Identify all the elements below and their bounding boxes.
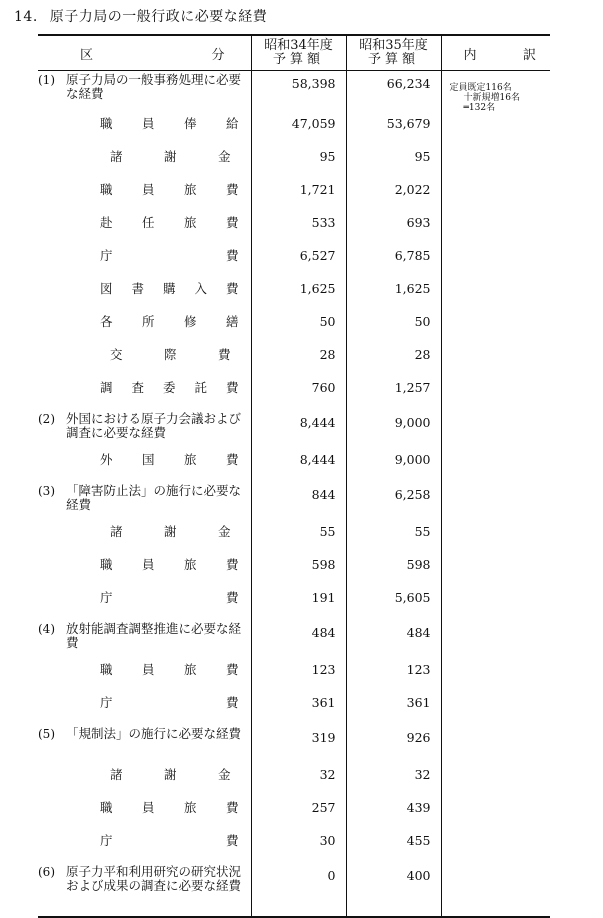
item-label: 庁 費 bbox=[100, 590, 239, 605]
naiyaku-cell bbox=[441, 311, 550, 344]
naiyaku-cell bbox=[441, 725, 550, 764]
value-fy35: 55 bbox=[346, 521, 441, 554]
header-fy35 bbox=[346, 35, 441, 71]
staff-note bbox=[442, 71, 551, 113]
section-row bbox=[38, 620, 550, 659]
row-label-cell bbox=[38, 587, 251, 620]
budget-table bbox=[38, 34, 550, 918]
naiyaku-cell bbox=[441, 377, 550, 410]
item-row bbox=[38, 830, 550, 863]
item-row bbox=[38, 278, 550, 311]
item-label: 諸 謝 金 bbox=[110, 767, 231, 782]
value-fy35: 9,000 bbox=[346, 410, 441, 449]
section-row bbox=[38, 71, 550, 114]
naiyaku-cell bbox=[441, 245, 550, 278]
table-header-row bbox=[38, 35, 550, 71]
section-row bbox=[38, 863, 550, 917]
item-row bbox=[38, 692, 550, 725]
table-body bbox=[38, 71, 550, 918]
item-label: 図 書 購 入 費 bbox=[100, 281, 239, 296]
section-title: 放射能調査調整推進に必要な経費 bbox=[66, 621, 242, 650]
row-label-cell bbox=[38, 521, 251, 554]
section-title: 「障害防止法」の施行に必要な経費 bbox=[66, 483, 242, 512]
item-label: 職 員 旅 費 bbox=[100, 662, 239, 677]
value-fy35: 439 bbox=[346, 797, 441, 830]
value-fy34: 58,398 bbox=[251, 71, 346, 114]
item-label: 調 査 委 託 費 bbox=[100, 380, 239, 395]
value-fy35: 926 bbox=[346, 725, 441, 764]
item-row bbox=[38, 179, 550, 212]
header-kubun-right: 分 bbox=[211, 47, 225, 63]
value-fy34: 6,527 bbox=[251, 245, 346, 278]
heading-title: 原子力局の一般行政に必要な経費 bbox=[49, 9, 268, 25]
value-fy35: 123 bbox=[346, 659, 441, 692]
value-fy35: 361 bbox=[346, 692, 441, 725]
row-label-cell bbox=[38, 863, 251, 917]
heading-number: 14. bbox=[14, 9, 38, 25]
value-fy35: 484 bbox=[346, 620, 441, 659]
section-title: 原子力平和利用研究の研究状況および成果の調査に必要な経費 bbox=[66, 864, 242, 893]
item-row bbox=[38, 521, 550, 554]
item-label: 庁 費 bbox=[100, 248, 239, 263]
item-label: 職 員 俸 給 bbox=[100, 116, 239, 131]
value-fy34: 32 bbox=[251, 764, 346, 797]
value-fy35: 693 bbox=[346, 212, 441, 245]
header-fy34-line2: 予算額 bbox=[272, 52, 324, 67]
row-label-cell bbox=[38, 692, 251, 725]
row-label-cell bbox=[38, 311, 251, 344]
row-label-cell bbox=[38, 764, 251, 797]
naiyaku-cell bbox=[441, 692, 550, 725]
naiyaku-cell bbox=[441, 71, 550, 114]
value-fy34: 0 bbox=[251, 863, 346, 917]
item-row bbox=[38, 377, 550, 410]
section-number: (4) bbox=[38, 622, 55, 636]
item-row bbox=[38, 245, 550, 278]
staff-note-line2: 十新規増16名 bbox=[463, 93, 520, 103]
value-fy34: 28 bbox=[251, 344, 346, 377]
item-row bbox=[38, 587, 550, 620]
header-naiyaku-right: 訳 bbox=[522, 47, 536, 63]
section-row bbox=[38, 725, 550, 764]
value-fy35: 53,679 bbox=[346, 113, 441, 146]
row-label-cell bbox=[38, 620, 251, 659]
value-fy34: 191 bbox=[251, 587, 346, 620]
value-fy35: 598 bbox=[346, 554, 441, 587]
item-label: 諸 謝 金 bbox=[110, 524, 231, 539]
item-label: 庁 費 bbox=[100, 833, 239, 848]
item-label: 諸 謝 金 bbox=[110, 149, 231, 164]
value-fy34: 1,721 bbox=[251, 179, 346, 212]
section-number: (3) bbox=[38, 484, 55, 498]
naiyaku-cell bbox=[441, 344, 550, 377]
item-row bbox=[38, 764, 550, 797]
naiyaku-cell bbox=[441, 113, 550, 146]
value-fy34: 533 bbox=[251, 212, 346, 245]
value-fy35: 32 bbox=[346, 764, 441, 797]
value-fy35: 9,000 bbox=[346, 449, 441, 482]
value-fy34: 319 bbox=[251, 725, 346, 764]
row-label-cell bbox=[38, 71, 251, 114]
header-kubun bbox=[38, 35, 251, 71]
section-title: 外国における原子力会議および調査に必要な経費 bbox=[66, 411, 242, 440]
row-label-cell bbox=[38, 278, 251, 311]
item-label: 交 際 費 bbox=[110, 347, 231, 362]
value-fy35: 400 bbox=[346, 863, 441, 917]
value-fy34: 123 bbox=[251, 659, 346, 692]
section-title: 「規制法」の施行に必要な経費 bbox=[66, 726, 242, 741]
value-fy34: 361 bbox=[251, 692, 346, 725]
header-fy34 bbox=[251, 35, 346, 71]
value-fy35: 455 bbox=[346, 830, 441, 863]
item-row bbox=[38, 311, 550, 344]
value-fy34: 598 bbox=[251, 554, 346, 587]
naiyaku-cell bbox=[441, 146, 550, 179]
value-fy35: 5,605 bbox=[346, 587, 441, 620]
section-row bbox=[38, 482, 550, 521]
naiyaku-cell bbox=[441, 410, 550, 449]
row-label-cell bbox=[38, 410, 251, 449]
section-number: (1) bbox=[38, 73, 55, 87]
value-fy34: 760 bbox=[251, 377, 346, 410]
item-label: 庁 費 bbox=[100, 695, 239, 710]
header-naiyaku bbox=[441, 35, 550, 71]
staff-note-line3: ═132名 bbox=[463, 103, 496, 113]
header-naiyaku-left: 内 bbox=[463, 47, 477, 63]
section-number: (6) bbox=[38, 865, 55, 879]
section-row bbox=[38, 410, 550, 449]
row-label-cell bbox=[38, 449, 251, 482]
naiyaku-cell bbox=[441, 521, 550, 554]
value-fy35: 6,785 bbox=[346, 245, 441, 278]
value-fy35: 1,257 bbox=[346, 377, 441, 410]
value-fy34: 844 bbox=[251, 482, 346, 521]
naiyaku-cell bbox=[441, 179, 550, 212]
naiyaku-cell bbox=[441, 587, 550, 620]
section-title: 原子力局の一般事務処理に必要な経費 bbox=[66, 72, 242, 101]
item-row bbox=[38, 449, 550, 482]
value-fy35: 28 bbox=[346, 344, 441, 377]
naiyaku-cell bbox=[441, 830, 550, 863]
value-fy35: 1,625 bbox=[346, 278, 441, 311]
value-fy34: 8,444 bbox=[251, 410, 346, 449]
naiyaku-cell bbox=[441, 620, 550, 659]
item-row bbox=[38, 659, 550, 692]
row-label-cell bbox=[38, 482, 251, 521]
naiyaku-cell bbox=[441, 863, 550, 917]
row-label-cell bbox=[38, 830, 251, 863]
row-label-cell bbox=[38, 377, 251, 410]
naiyaku-cell bbox=[441, 449, 550, 482]
value-fy34: 8,444 bbox=[251, 449, 346, 482]
item-label: 赴 任 旅 費 bbox=[100, 215, 239, 230]
page-heading bbox=[14, 6, 267, 26]
row-label-cell bbox=[38, 344, 251, 377]
row-label-cell bbox=[38, 245, 251, 278]
value-fy34: 30 bbox=[251, 830, 346, 863]
staff-note-line1: 定員既定116名 bbox=[449, 83, 512, 93]
value-fy35: 95 bbox=[346, 146, 441, 179]
row-label-cell bbox=[38, 113, 251, 146]
header-fy35-line2: 予算額 bbox=[367, 52, 419, 67]
row-label-cell bbox=[38, 725, 251, 764]
item-label: 各 所 修 繕 bbox=[100, 314, 239, 329]
value-fy34: 47,059 bbox=[251, 113, 346, 146]
header-fy34-line1: 昭和34年度 bbox=[264, 38, 333, 53]
naiyaku-cell bbox=[441, 797, 550, 830]
value-fy35: 66,234 bbox=[346, 71, 441, 114]
row-label-cell bbox=[38, 659, 251, 692]
row-label-cell bbox=[38, 146, 251, 179]
item-row bbox=[38, 797, 550, 830]
item-row bbox=[38, 146, 550, 179]
item-label: 職 員 旅 費 bbox=[100, 182, 239, 197]
value-fy35: 2,022 bbox=[346, 179, 441, 212]
header-kubun-left: 区 bbox=[80, 47, 94, 63]
naiyaku-cell bbox=[441, 278, 550, 311]
item-row bbox=[38, 344, 550, 377]
item-label: 職 員 旅 費 bbox=[100, 557, 239, 572]
section-number: (5) bbox=[38, 727, 55, 741]
naiyaku-cell bbox=[441, 764, 550, 797]
value-fy34: 95 bbox=[251, 146, 346, 179]
row-label-cell bbox=[38, 554, 251, 587]
row-label-cell bbox=[38, 797, 251, 830]
section-number: (2) bbox=[38, 412, 55, 426]
value-fy34: 50 bbox=[251, 311, 346, 344]
value-fy34: 55 bbox=[251, 521, 346, 554]
naiyaku-cell bbox=[441, 482, 550, 521]
item-row bbox=[38, 113, 550, 146]
item-row bbox=[38, 212, 550, 245]
value-fy35: 50 bbox=[346, 311, 441, 344]
naiyaku-cell bbox=[441, 212, 550, 245]
row-label-cell bbox=[38, 212, 251, 245]
item-label: 外 国 旅 費 bbox=[100, 452, 239, 467]
item-row bbox=[38, 554, 550, 587]
value-fy35: 6,258 bbox=[346, 482, 441, 521]
value-fy34: 484 bbox=[251, 620, 346, 659]
naiyaku-cell bbox=[441, 659, 550, 692]
value-fy34: 1,625 bbox=[251, 278, 346, 311]
item-label: 職 員 旅 費 bbox=[100, 800, 239, 815]
value-fy34: 257 bbox=[251, 797, 346, 830]
naiyaku-cell bbox=[441, 554, 550, 587]
row-label-cell bbox=[38, 179, 251, 212]
header-fy35-line1: 昭和35年度 bbox=[359, 38, 428, 53]
